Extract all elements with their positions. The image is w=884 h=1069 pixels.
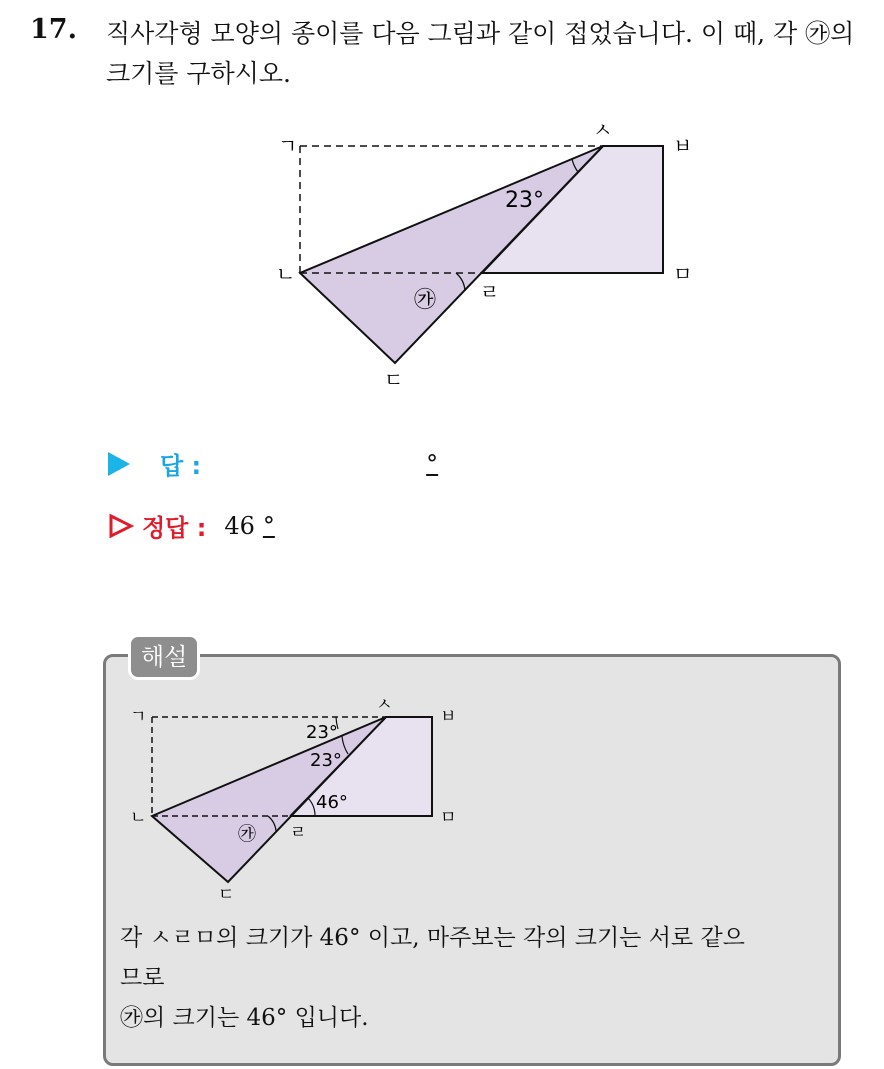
answer-unit: ° xyxy=(426,449,439,478)
correct-row xyxy=(108,508,275,543)
sol-label-m: ㅁ xyxy=(440,808,457,828)
question-number: 17. xyxy=(30,14,77,45)
correct-label: 정답 : xyxy=(142,514,207,542)
angle-ga: ㉮ xyxy=(414,288,437,313)
label-g: ㄱ xyxy=(278,134,298,158)
correct-unit: ° xyxy=(262,511,275,540)
answer-row xyxy=(108,446,438,481)
main-figure xyxy=(260,115,710,400)
solution-figure xyxy=(118,696,468,901)
label-b: ㅂ xyxy=(673,134,693,158)
label-r: ㄹ xyxy=(480,280,500,304)
sol-angle-mid: 23° xyxy=(310,750,342,771)
correct-value: 46 xyxy=(224,511,255,540)
sol-label-g: ㄱ xyxy=(130,707,147,727)
label-s: ㅅ xyxy=(593,118,613,142)
sol-label-r: ㄹ xyxy=(290,823,307,843)
solution-line-1: 각 ㅅㄹㅁ의 크기가 46° 이고, 마주보는 각의 크기는 서로 같으 xyxy=(120,925,745,951)
solution-line-3: ㉮의 크기는 46° 입니다. xyxy=(120,1005,369,1031)
solution-tab: 해설 xyxy=(128,634,200,680)
label-n: ㄴ xyxy=(276,262,296,286)
label-d: ㄷ xyxy=(384,368,404,392)
solution-line-2: 므로 xyxy=(120,965,165,991)
solution-text xyxy=(120,918,840,1038)
correct-marker-icon xyxy=(108,513,134,539)
question-text: 직사각형 모양의 종이를 다음 그림과 같이 접었습니다. 이 때, 각 ㉮의 크기를 구하시오. xyxy=(106,19,855,88)
angle-23: 23° xyxy=(505,188,544,213)
sol-angle-ga: ㉮ xyxy=(238,824,256,845)
sol-angle-top: 23° xyxy=(306,722,338,743)
sol-angle-46: 46° xyxy=(316,792,348,813)
answer-marker-icon xyxy=(108,452,130,476)
sol-label-s: ㅅ xyxy=(376,696,393,715)
sol-label-d: ㄷ xyxy=(218,885,235,901)
label-m: ㅁ xyxy=(673,262,693,286)
sol-label-b: ㅂ xyxy=(440,707,457,727)
answer-label: 답 : xyxy=(160,452,202,480)
sol-label-n: ㄴ xyxy=(130,808,147,828)
